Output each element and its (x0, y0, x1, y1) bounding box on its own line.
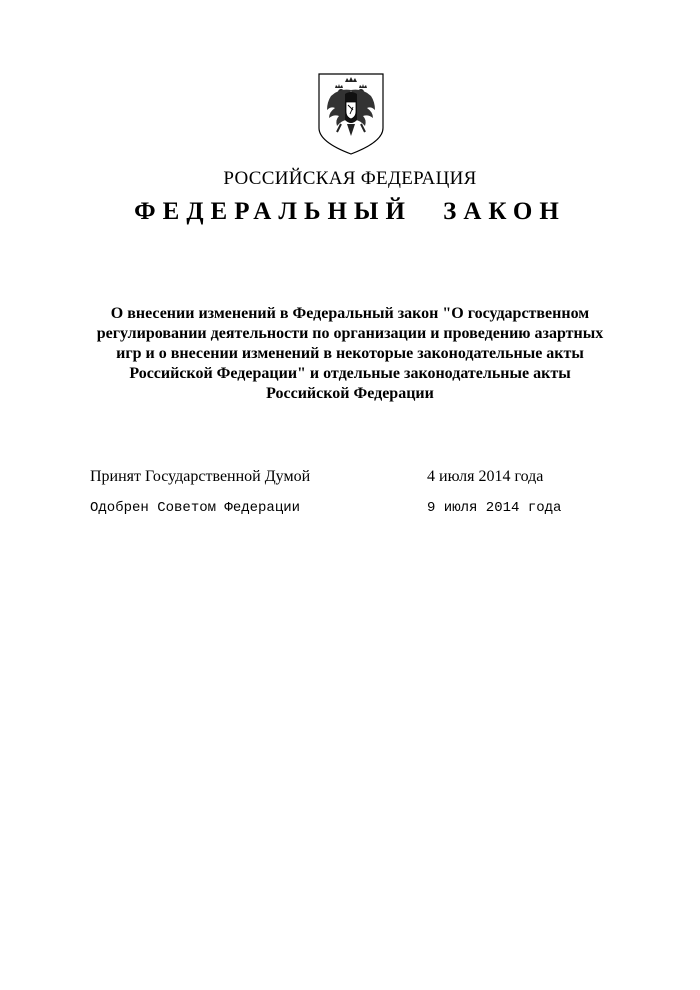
document-type: ФЕДЕРАЛЬНЫЙ ЗАКОН (134, 198, 566, 225)
adoption-date: 4 июля 2014 года (427, 468, 544, 485)
title-line: Российской Федерации (266, 385, 434, 402)
adoption-row-duma (90, 468, 610, 490)
coat-of-arms-icon (315, 70, 387, 156)
country-name: РОССИЙСКАЯ ФЕДЕРАЦИЯ (223, 168, 477, 189)
law-title (90, 304, 610, 404)
title-line: Российской Федерации" и отдельные законодательные акты (129, 365, 571, 382)
approval-label: Одобрен Советом Федерации (90, 500, 301, 516)
approval-date: 9 июля 2014 года (427, 500, 562, 516)
title-line: игр и о внесении изменений в некоторые законодательные акты (116, 345, 584, 362)
adoption-row-federation-council (90, 500, 610, 522)
title-line: О внесении изменений в Федеральный закон "О государственном (110, 305, 590, 322)
adoption-label: Принят Государственной Думой (90, 468, 311, 485)
title-line: регулировании деятельности по организации и проведению азартных (96, 325, 604, 342)
